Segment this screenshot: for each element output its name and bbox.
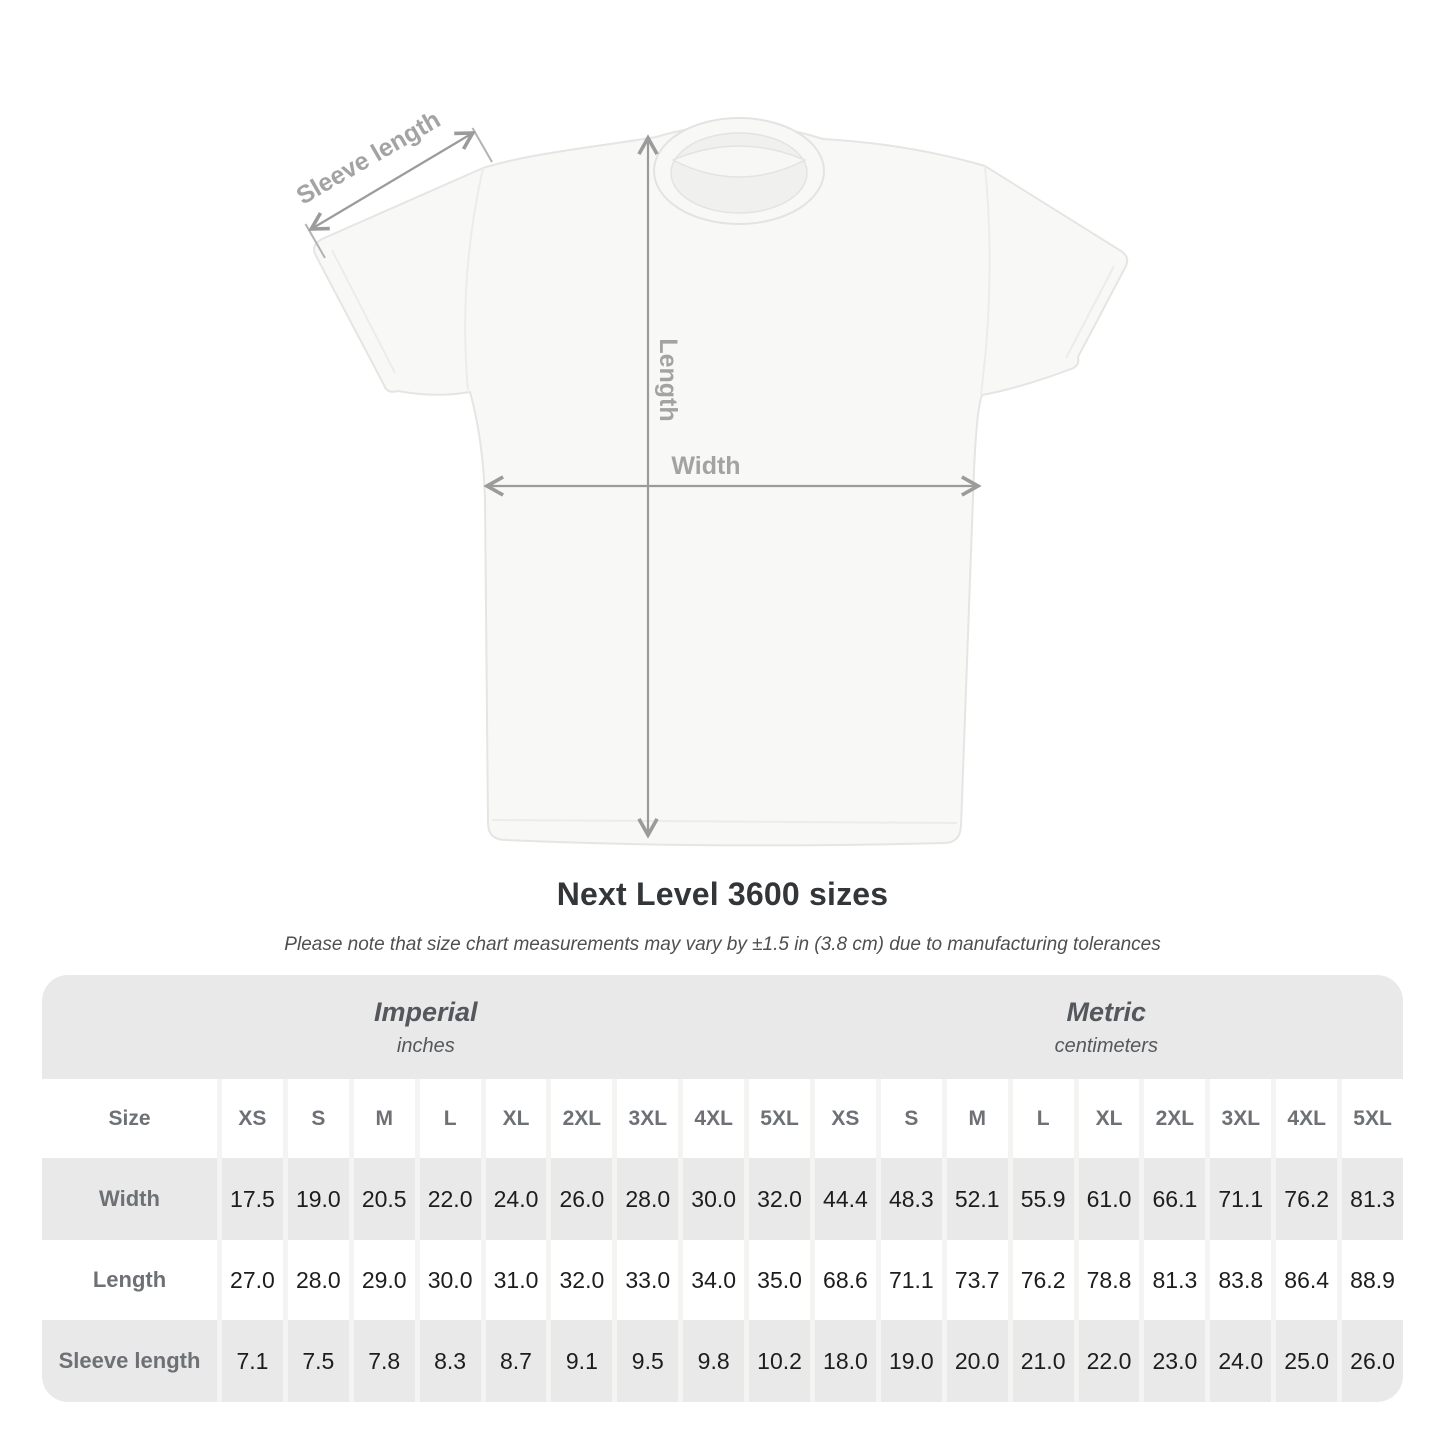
- table-cell: 26.0: [546, 1158, 612, 1240]
- table-cell: 81.3: [1337, 1158, 1403, 1240]
- imperial-unit: inches: [396, 1034, 455, 1057]
- size-header-cell: L: [1008, 1079, 1074, 1158]
- size-chart-table: [42, 975, 1403, 1402]
- size-header-cell: 3XL: [1205, 1079, 1271, 1158]
- table-cell: 71.1: [1205, 1158, 1271, 1240]
- tshirt-shape: [314, 118, 1127, 845]
- size-header-cell: XS: [217, 1079, 283, 1158]
- length-label: Length: [654, 338, 682, 422]
- table-cell: 28.0: [283, 1240, 349, 1320]
- table-cell: 9.8: [678, 1320, 744, 1402]
- table-cell: 20.0: [942, 1320, 1008, 1402]
- table-cell: 52.1: [942, 1158, 1008, 1240]
- table-cell: 44.4: [810, 1158, 876, 1240]
- table-cell: 32.0: [546, 1240, 612, 1320]
- table-cell: 30.0: [415, 1240, 481, 1320]
- table-cell: 23.0: [1139, 1320, 1205, 1402]
- table-cell: 55.9: [1008, 1158, 1074, 1240]
- table-cell: 29.0: [349, 1240, 415, 1320]
- size-column-header: Size: [42, 1079, 217, 1158]
- table-cell: 20.5: [349, 1158, 415, 1240]
- size-header-cell: XS: [810, 1079, 876, 1158]
- table-cell: 10.2: [744, 1320, 810, 1402]
- table-cell: 9.1: [546, 1320, 612, 1402]
- table-cell: 22.0: [1074, 1320, 1140, 1402]
- size-header-cell: 4XL: [1271, 1079, 1337, 1158]
- size-header-cell: XL: [481, 1079, 547, 1158]
- table-cell: 30.0: [678, 1158, 744, 1240]
- unit-header-band: [42, 975, 1403, 1079]
- size-header-cell: M: [942, 1079, 1008, 1158]
- table-cell: 19.0: [283, 1158, 349, 1240]
- table-cell: 28.0: [612, 1158, 678, 1240]
- table-cell: 34.0: [678, 1240, 744, 1320]
- table-cell: 88.9: [1337, 1240, 1403, 1320]
- table-cell: 18.0: [810, 1320, 876, 1402]
- table-cell: 17.5: [217, 1158, 283, 1240]
- tolerance-note: Please note that size chart measurements may vary by ±1.5 in (3.8 cm) due to manufacturing tolerances: [284, 934, 1161, 955]
- table-cell: 9.5: [612, 1320, 678, 1402]
- size-header-cell: 3XL: [612, 1079, 678, 1158]
- size-grid: [42, 1079, 1403, 1402]
- table-cell: 76.2: [1008, 1240, 1074, 1320]
- imperial-section-header: [42, 975, 810, 1079]
- table-cell: 61.0: [1074, 1158, 1140, 1240]
- table-cell: 83.8: [1205, 1240, 1271, 1320]
- size-header-cell: XL: [1074, 1079, 1140, 1158]
- table-cell: 24.0: [481, 1158, 547, 1240]
- table-cell: 8.3: [415, 1320, 481, 1402]
- size-header-cell: M: [349, 1079, 415, 1158]
- table-cell: 81.3: [1139, 1240, 1205, 1320]
- width-label: Width: [671, 452, 741, 480]
- table-cell: 7.5: [283, 1320, 349, 1402]
- table-cell: 21.0: [1008, 1320, 1074, 1402]
- table-cell: 32.0: [744, 1158, 810, 1240]
- size-header-cell: 4XL: [678, 1079, 744, 1158]
- size-header-cell: 5XL: [1337, 1079, 1403, 1158]
- table-cell: 25.0: [1271, 1320, 1337, 1402]
- table-cell: 66.1: [1139, 1158, 1205, 1240]
- table-cell: 19.0: [876, 1320, 942, 1402]
- table-cell: 26.0: [1337, 1320, 1403, 1402]
- table-cell: 22.0: [415, 1158, 481, 1240]
- row-label: Width: [42, 1158, 217, 1240]
- table-cell: 78.8: [1074, 1240, 1140, 1320]
- size-header-cell: S: [876, 1079, 942, 1158]
- page-title: Next Level 3600 sizes: [556, 876, 889, 912]
- table-cell: 7.8: [349, 1320, 415, 1402]
- sleeve-length-label: Sleeve length: [291, 105, 446, 211]
- table-cell: 7.1: [217, 1320, 283, 1402]
- table-cell: 76.2: [1271, 1158, 1337, 1240]
- size-header-cell: 5XL: [744, 1079, 810, 1158]
- table-cell: 68.6: [810, 1240, 876, 1320]
- table-cell: 33.0: [612, 1240, 678, 1320]
- table-cell: 27.0: [217, 1240, 283, 1320]
- metric-section-header: [810, 975, 1403, 1079]
- size-header-cell: 2XL: [546, 1079, 612, 1158]
- table-cell: 73.7: [942, 1240, 1008, 1320]
- row-label: Length: [42, 1240, 217, 1320]
- metric-title: Metric: [1066, 996, 1147, 1027]
- size-header-cell: L: [415, 1079, 481, 1158]
- table-cell: 35.0: [744, 1240, 810, 1320]
- row-label: Sleeve length: [42, 1320, 217, 1402]
- size-header-cell: S: [283, 1079, 349, 1158]
- size-header-cell: 2XL: [1139, 1079, 1205, 1158]
- table-cell: 48.3: [876, 1158, 942, 1240]
- table-cell: 8.7: [481, 1320, 547, 1402]
- imperial-title: Imperial: [374, 996, 478, 1027]
- table-cell: 86.4: [1271, 1240, 1337, 1320]
- table-cell: 31.0: [481, 1240, 547, 1320]
- table-cell: 71.1: [876, 1240, 942, 1320]
- metric-unit: centimeters: [1054, 1034, 1158, 1057]
- table-cell: 24.0: [1205, 1320, 1271, 1402]
